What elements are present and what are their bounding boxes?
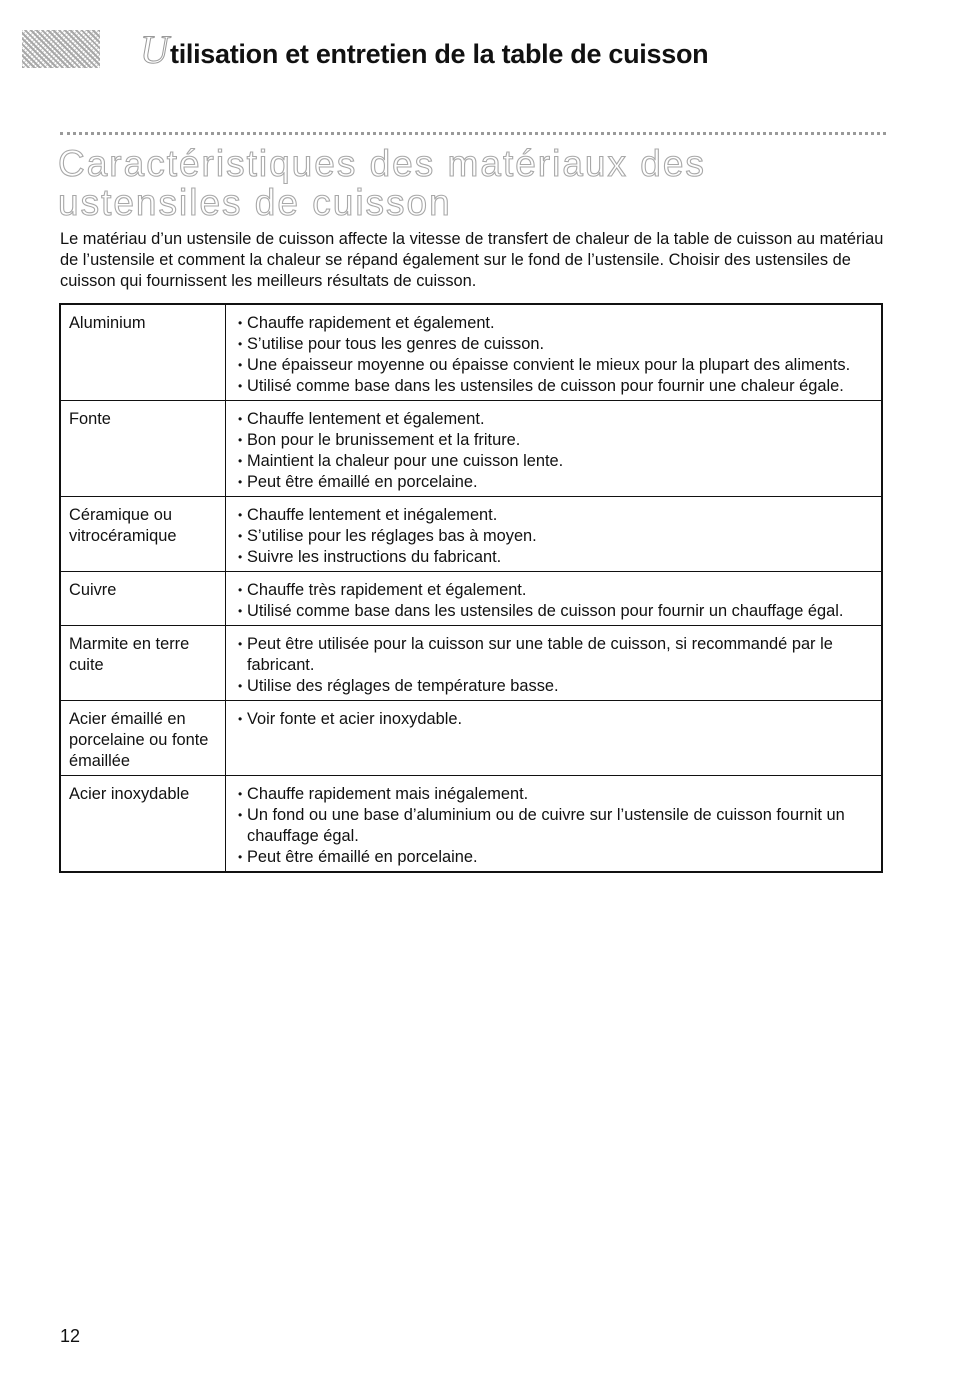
intro-paragraph: Le matériau d’un ustensile de cuisson affecte la vitesse de transfert de chaleur de la table de cuisson au matériau de l’ustensile et comment la chaleur se répand également sur le fond de l’ustensile. Choisir des ustensiles de cuisson qui fournissent les meilleurs résultats de cuisson.: [60, 230, 884, 290]
list-item: • Chauffe rapidement et également.: [238, 313, 875, 334]
list-item: • Peut être émaillé en porcelaine.: [238, 472, 875, 493]
material-properties: [226, 304, 883, 401]
list-item: • S’utilise pour tous les genres de cuisson.: [238, 334, 875, 355]
table-row: [60, 401, 882, 497]
list-item: • Une épaisseur moyenne ou épaisse convient le mieux pour la plupart des aliments.: [238, 355, 875, 376]
material-properties: [226, 572, 883, 626]
list-item: • Chauffe rapidement mais inégalement.: [238, 784, 875, 805]
header-initial-letter: U: [140, 27, 169, 72]
list-item: • Peut être émaillé en porcelaine.: [238, 847, 875, 868]
header-decoration: [22, 30, 100, 68]
material-properties: [226, 626, 883, 701]
property-list: [238, 409, 875, 493]
property-list: [238, 580, 875, 622]
list-item: • Utilisé comme base dans les ustensiles de cuisson pour fournir un chauffage égal.: [238, 601, 875, 622]
list-item: • S’utilise pour les réglages bas à moyen.: [238, 526, 875, 547]
table-row: [60, 626, 882, 701]
material-properties: [226, 401, 883, 497]
material-name: Cuivre: [60, 572, 226, 626]
property-list: [238, 313, 875, 397]
material-name: Céramique ou vitrocéramique: [60, 497, 226, 572]
material-properties: [226, 701, 883, 776]
table-row: [60, 304, 882, 401]
material-name: Aluminium: [60, 304, 226, 401]
material-name: Acier inoxydable: [60, 776, 226, 873]
material-properties: [226, 776, 883, 873]
table-row: [60, 701, 882, 776]
list-item: • Un fond ou une base d’aluminium ou de cuivre sur l’ustensile de cuisson fournit un chauffage égal.: [238, 805, 875, 847]
material-name: Fonte: [60, 401, 226, 497]
material-name: Acier émaillé en porcelaine ou fonte émaillée: [60, 701, 226, 776]
property-list: [238, 709, 875, 730]
page-number: 12: [60, 1326, 81, 1346]
materials-table: [59, 303, 883, 873]
list-item: • Utilisé comme base dans les ustensiles de cuisson pour fournir une chaleur égale.: [238, 376, 875, 397]
list-item: • Chauffe lentement et également.: [238, 409, 875, 430]
list-item: • Chauffe très rapidement et également.: [238, 580, 875, 601]
section-divider: [60, 132, 886, 138]
list-item: • Peut être utilisée pour la cuisson sur une table de cuisson, si recommandé par le fabricant.: [238, 634, 875, 676]
material-properties: [226, 497, 883, 572]
section-title: Caractéristiques des matériaux des ustensiles de cuisson: [58, 143, 706, 223]
header-title: tilisation et entretien de la table de cuisson: [170, 39, 709, 69]
property-list: [238, 634, 875, 697]
materials-table-body: [60, 304, 882, 872]
page-header: [22, 28, 942, 78]
table-row: [60, 776, 882, 873]
property-list: [238, 784, 875, 868]
list-item: • Utilise des réglages de température basse.: [238, 676, 875, 697]
property-list: [238, 505, 875, 568]
list-item: • Suivre les instructions du fabricant.: [238, 547, 875, 568]
list-item: • Voir fonte et acier inoxydable.: [238, 709, 875, 730]
list-item: • Bon pour le brunissement et la friture.: [238, 430, 875, 451]
list-item: • Maintient la chaleur pour une cuisson lente.: [238, 451, 875, 472]
table-row: [60, 572, 882, 626]
list-item: • Chauffe lentement et inégalement.: [238, 505, 875, 526]
material-name: Marmite en terre cuite: [60, 626, 226, 701]
table-row: [60, 497, 882, 572]
